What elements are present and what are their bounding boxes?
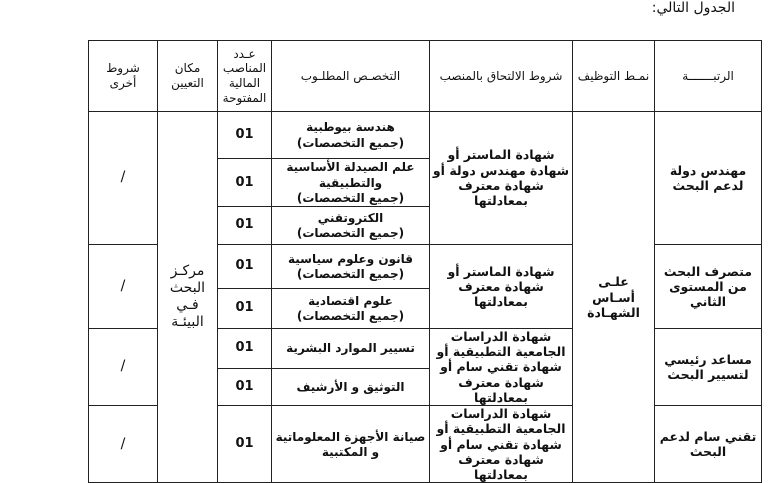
header-open-positions: عـدد المناصب المالية المفتوحة (218, 41, 272, 112)
specialty-name: تسيير الموارد البشرية (286, 341, 415, 356)
specialty-cell (272, 244, 430, 288)
positions-count: 01 (218, 288, 272, 328)
other-conditions-cell: / (89, 244, 158, 328)
specialty-name: صيانة الأجهزة المعلوماتية و المكتبية (275, 429, 426, 460)
assignment-place-cell (158, 112, 218, 483)
specialty-note: (جميع التخصصات) (296, 226, 405, 241)
header-specialty: التخصـص المطلـوب (272, 41, 430, 112)
conditions-cell: شهادة الدراسات الجامعية التطبيقية أو شهادة تقني سام أو شهادة معترف بمعادلتها (430, 328, 573, 405)
header-other-conditions: شروط أخرى (89, 41, 158, 112)
specialty-name: التوثيق و الأرشيف (296, 380, 405, 395)
positions-count: 01 (218, 159, 272, 207)
rank-cell: تقني سام لدعم البحث (655, 406, 762, 483)
specialty-name: قانون وعلوم سياسية (287, 251, 414, 266)
header-rank: الرتبـــــــة (655, 41, 762, 112)
specialty-cell (272, 159, 430, 207)
specialty-cell (272, 328, 430, 368)
positions-count: 01 (218, 112, 272, 159)
rank-cell: مهندس دولة لدعم البحث (655, 112, 762, 245)
positions-table (88, 40, 762, 483)
recruitment-mode-cell (573, 112, 655, 483)
other-conditions-cell: / (89, 328, 158, 405)
specialty-note: (جميع التخصصات) (296, 191, 405, 206)
specialty-cell (272, 406, 430, 483)
table-row (89, 112, 762, 159)
specialty-cell (272, 206, 430, 244)
specialty-note: (جميع التخصصات) (296, 136, 405, 150)
specialty-cell (272, 288, 430, 328)
conditions-cell: شهادة الماستر أو شهادة مهندس دولة أو شهادة معترف بمعادلتها (430, 112, 573, 245)
assignment-place-text: مركـز البحث فـي البيئـة (169, 263, 206, 331)
positions-count: 01 (218, 368, 272, 406)
recruitment-mode-text: علـى أسـاس الشهـادة (587, 274, 640, 320)
header-row (89, 41, 762, 112)
specialty-cell (272, 368, 430, 406)
positions-count: 01 (218, 406, 272, 483)
positions-count: 01 (218, 328, 272, 368)
specialty-name: الكتروتقني (317, 210, 384, 225)
rank-cell: مساعد رئيسي لتسيير البحث (655, 328, 762, 405)
positions-count: 01 (218, 206, 272, 244)
specialty-name: هندسة بيوطبية (306, 120, 395, 135)
intro-text: الجدول التالي: (651, 0, 735, 16)
positions-count: 01 (218, 244, 272, 288)
header-recruitment-mode: نمـط التوظيف (573, 41, 655, 112)
conditions-cell: شهادة الماستر أو شهادة معترف بمعادلتها (430, 244, 573, 328)
specialty-note: (جميع التخصصات) (296, 309, 405, 324)
specialty-name: علم الصيدلة الأساسية والتطبيقية (286, 160, 415, 190)
conditions-cell: شهادة الدراسات الجامعية التطبيقية أو شهادة تقني سام أو شهادة معترف بمعادلتها (430, 406, 573, 483)
header-assignment-place: مكان التعيين (158, 41, 218, 112)
header-access-conditions: شروط الالتحاق بالمنصب (430, 41, 573, 112)
specialty-cell (272, 112, 430, 159)
other-conditions-cell: / (89, 112, 158, 245)
other-conditions-cell: / (89, 406, 158, 483)
specialty-name: علوم اقتصادية (308, 293, 393, 308)
specialty-note: (جميع التخصصات) (296, 267, 405, 282)
rank-cell: متصرف البحث من المستوى الثاني (655, 244, 762, 328)
